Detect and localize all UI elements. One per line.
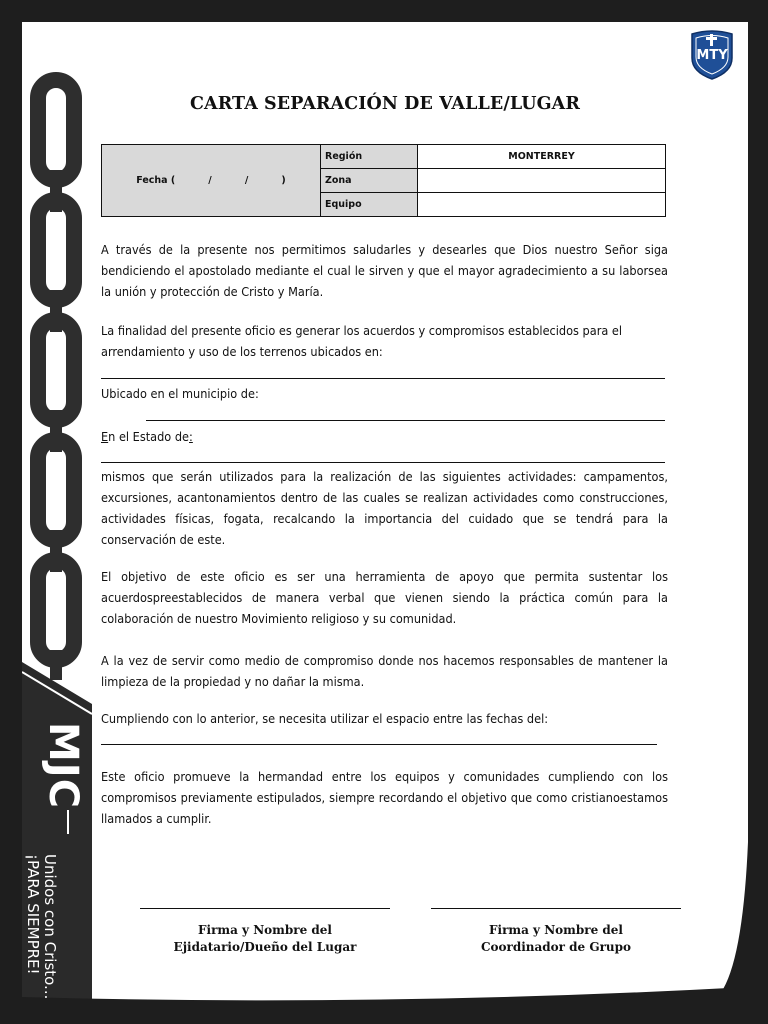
fecha-field[interactable]: Fecha ( / / ) [102,145,321,217]
info-table [101,144,666,217]
slogan-line-1: Unidos con Cristo... [41,854,59,1000]
signature-label-owner [140,922,390,956]
equipo-label: Equipo [321,193,418,217]
dates-line[interactable] [101,744,657,745]
mty-shield-logo-icon [690,28,734,80]
paragraph-dates: Cumpliendo con lo anterior, se necesita utilizar el espacio entre las fechas del: [101,711,549,726]
paragraph-closing: Este oficio promueve la hermandad entre los equipos y comunidades cumpliendo con los compromisos previamente estipulados, siempre recordando el objetivo que como cristianoestamos llamados a cumplir. [101,769,668,826]
coordinator-label-line-1: Firma y Nombre del [489,923,623,937]
owner-label-line-1: Firma y Nombre del [198,923,332,937]
paragraph-purpose: La finalidad del presente oficio es generar los acuerdos y compromisos establecidos para el arrendamiento y uso de los terrenos ubicados en: [101,323,623,359]
municipio-line[interactable] [146,420,665,421]
equipo-value[interactable] [418,193,666,217]
estado-line[interactable] [101,462,665,463]
mjc-brand-text: MJC [40,722,86,810]
paragraph-objective: El objetivo de este oficio es ser una herramienta de apoyo que permita sustentar los acuerdospreestablecidos de manera verbal que vienen siendo la práctica común para la colaboración de nuestro Movimiento religioso y su comunidad. [101,569,668,626]
paragraph-commitment: A la vez de servir como medio de compromiso donde nos hacemos responsables de mantener la limpieza de la propiedad y no dañar la misma. [101,653,668,689]
estado-colon: : [189,429,193,444]
coordinator-label-line-2: Coordinador de Grupo [480,940,632,954]
owner-label-line-2: Ejidatario/Dueño del Lugar [173,940,357,954]
svg-text:MTY: MTY [696,48,728,63]
estado-label: n el Estado de [108,429,190,444]
municipio-label: Ubicado en el municipio de: [101,386,259,401]
paragraph-greeting: A través de la presente nos permitimos saludarles y desearles que Dios nuestro Señor siga bendiciendo el apostolado mediante el cual le sirven y que el mayor agradecimiento a su laborsea la unión y protección de Cristo y María. [101,242,668,299]
document-page [22,22,748,1002]
paragraph-activities: mismos que serán utilizados para la realización de las siguientes actividades: campamentos, excursiones, acantonamientos dentro de las cuales se realizan actividades como construcciones, actividades físicas, fogata, recalcando la importancia del cuidado que se tendrá para la conservación de este. [101,469,668,547]
region-value[interactable]: MONTERREY [418,145,666,169]
document-title: CARTA SEPARACIÓN DE VALLE/LUGAR [189,94,580,114]
estado-first-letter: E [101,429,109,444]
region-label: Región [321,145,418,169]
zona-value[interactable] [418,169,666,193]
signature-line-coordinator[interactable] [431,908,681,909]
signature-label-coordinator [431,922,681,956]
estado-label-row [101,426,668,447]
slogan-line-2: ¡PARA SIEMPRE! [24,854,42,975]
zona-label: Zona [321,169,418,193]
signature-line-owner[interactable] [140,908,390,909]
location-line[interactable] [101,378,665,379]
